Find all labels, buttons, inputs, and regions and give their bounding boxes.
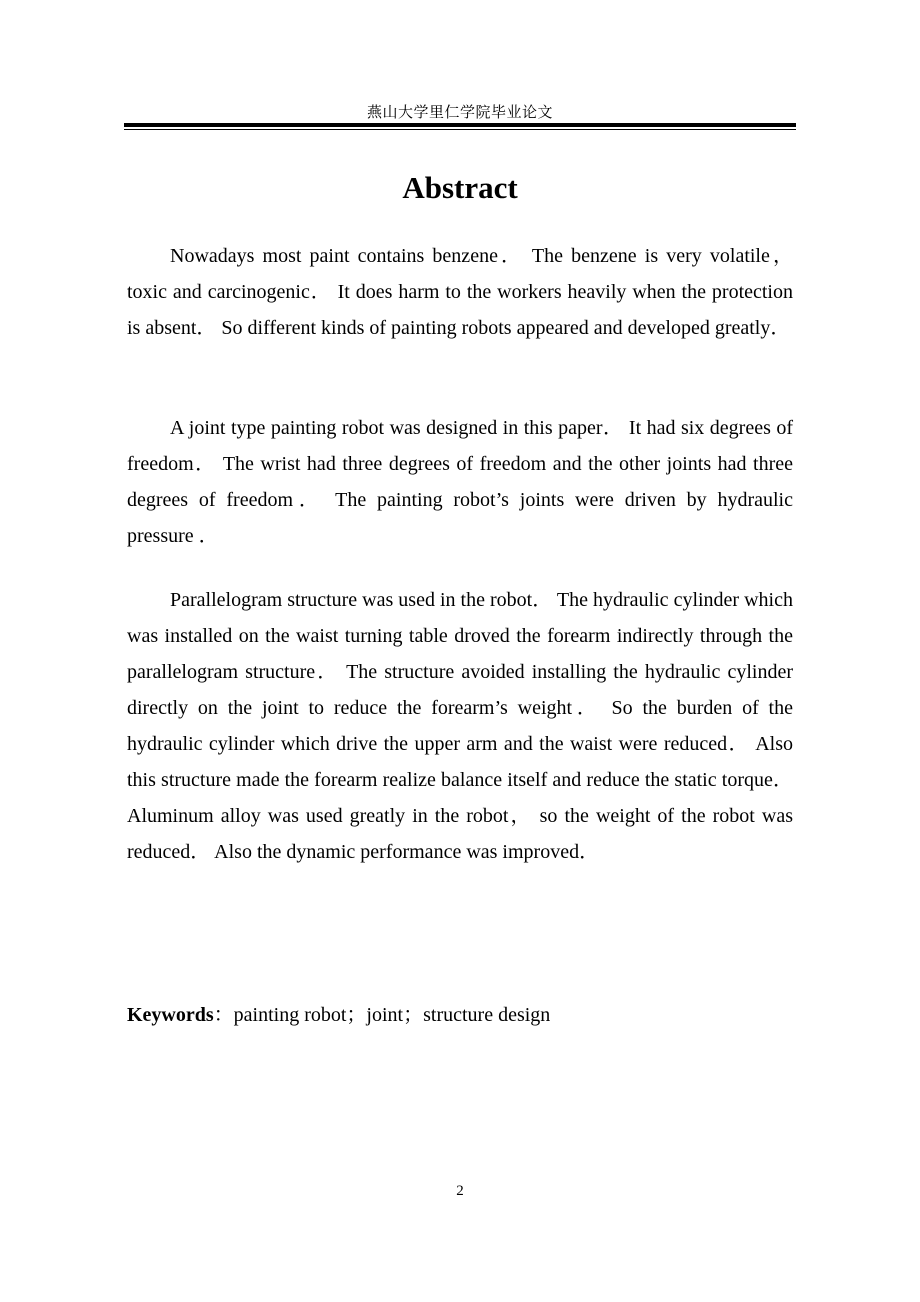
page-title: Abstract <box>402 170 518 205</box>
abstract-paragraph-1: Nowadays most paint contains benzene． The benzene is very volatile，toxic and carcinogenic． It does harm to the workers heavily when the protection is absent． So different kinds of painting robots appeared and developed greatly． <box>127 245 793 339</box>
abstract-paragraph-2: A joint type painting robot was designed in this paper． It had six degrees of freedom． The wrist had three degrees of freedom and the other joints had three degrees of freedom． The painting robot’s joints were driven by hydraulic pressure ． <box>127 417 793 547</box>
keywords-line <box>127 997 793 1033</box>
page-number: 2 <box>456 1183 464 1199</box>
abstract-paragraph-3: Parallelogram structure was used in the robot． The hydraulic cylinder which was installed on the waist turning table droved the forearm indirectly through the parallelogram structure． The structure avoided installing the hydraulic cylinder directly on the joint to reduce the forearm’s weight． So the burden of the hydraulic cylinder which drive the upper arm and the waist were reduced． Also this structure made the forearm realize balance itself and reduce the static torque． Aluminum alloy was used greatly in the robot， so the weight of the robot was reduced． Also the dynamic performance was improved． <box>127 589 793 863</box>
running-header: 燕山大学里仁学院毕业论文 <box>366 105 553 121</box>
keywords-label: Keywords <box>127 1004 214 1026</box>
keywords-text: painting robot；joint；structure design <box>233 1004 551 1026</box>
keywords-separator: ： <box>213 1004 234 1026</box>
header-rule-thin <box>124 129 796 130</box>
header-rule-thick <box>124 123 796 127</box>
